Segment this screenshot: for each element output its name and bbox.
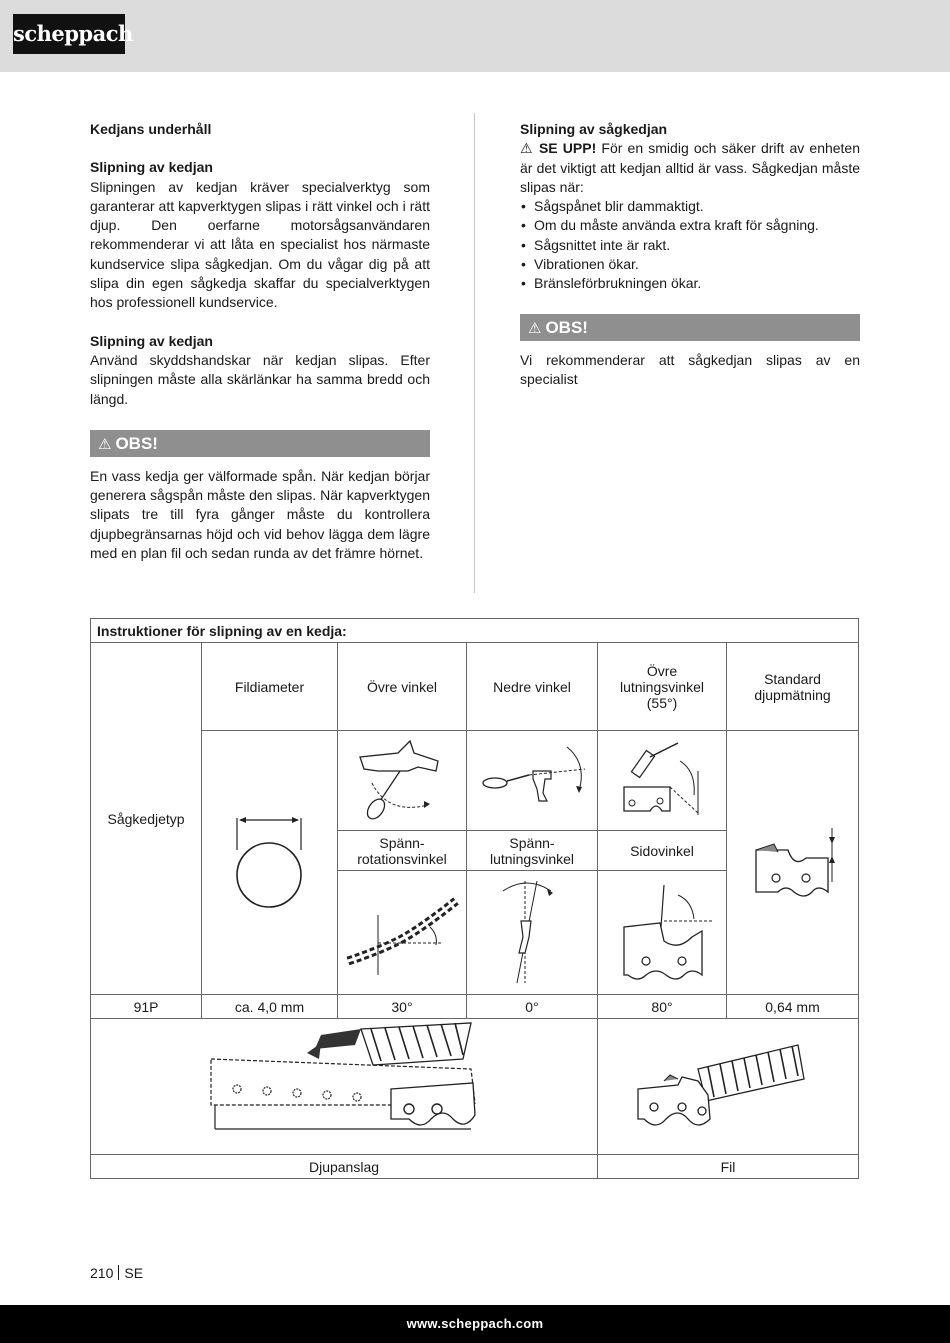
file-chain-illustration xyxy=(598,1019,859,1155)
value-side-angle: 80° xyxy=(598,995,727,1019)
caption-depth-gauge: Djupanslag xyxy=(91,1155,598,1179)
table-title: Instruktioner för slipning av en kedja: xyxy=(91,619,859,643)
list-item: • Bränsleförbrukningen ökar. xyxy=(520,274,860,293)
warning-paragraph: ⚠ SE UPP! För en smidig och säker drift av enheten är det viktigt att kedjan alltid är vass. Sågkedjan måste slipas när: xyxy=(520,140,861,195)
list-item: • Sågsnittet inte är rakt. xyxy=(520,236,860,255)
header-upper-tilt-angle: Övre lutningsvinkel (55°) xyxy=(598,643,727,731)
header-bar xyxy=(0,0,950,72)
value-lower-angle: 0° xyxy=(466,995,597,1019)
sharpening-table xyxy=(90,618,859,1179)
paragraph: Använd skyddshandskar när kedjan slipas. Efter slipningen måste alla skärlänkar ha samma bredd och längd. xyxy=(90,351,430,407)
paragraph: Vi rekommenderar att sågkedjan slipas av en specialist xyxy=(520,351,860,387)
paragraph: En vass kedja ger välformade spån. När kedjan börjar generera sågspån måste den slipas. När kapverktygen slipats tre till fyra gånger måste du kontrollera djupbegränsarnas höjd och vid behov lägga dem lägre med en plan fil och sedan runda av det främre hörnet. xyxy=(90,467,430,562)
list-item: • Vibrationen ökar. xyxy=(520,255,860,274)
header-lower-angle: Nedre vinkel xyxy=(466,643,597,731)
warning-triangle-icon: ⚠ xyxy=(520,140,534,157)
file-diameter-illustration xyxy=(202,731,338,995)
column-divider xyxy=(474,113,475,593)
bullet-list xyxy=(520,197,860,293)
sub-clamp-rotation-angle: Spänn- rotationsvinkel xyxy=(337,831,466,871)
page-number: 210 SE xyxy=(90,1265,144,1281)
value-depth: 0,64 mm xyxy=(727,995,859,1019)
lower-angle-illustration xyxy=(466,731,597,831)
header-upper-angle: Övre vinkel xyxy=(337,643,466,731)
right-column xyxy=(520,120,860,389)
value-file-diameter: ca. 4,0 mm xyxy=(202,995,338,1019)
depth-gauge-illustration xyxy=(727,731,859,995)
clamp-rotation-illustration xyxy=(337,871,466,995)
section-heading: Slipning av sågkedjan xyxy=(520,121,668,137)
section-heading: Kedjans underhåll xyxy=(90,121,212,137)
sub-side-angle: Sidovinkel xyxy=(598,831,727,871)
clamp-tilt-illustration xyxy=(466,871,597,995)
sub-clamp-tilt-angle: Spänn- lutningsvinkel xyxy=(466,831,597,871)
left-column xyxy=(90,120,430,563)
obs-banner: ⚠ OBS! xyxy=(90,430,430,457)
depth-gauge-chain-illustration xyxy=(91,1019,598,1155)
footer-bar xyxy=(0,1305,950,1343)
list-item: • Sågspånet blir dammaktigt. xyxy=(520,197,860,216)
website-link[interactable]: www.scheppach.com xyxy=(406,1316,544,1331)
warning-triangle-icon: ⚠ xyxy=(98,435,112,453)
subsection-title: Slipning av kedjan xyxy=(90,332,213,349)
value-upper-angle: 30° xyxy=(337,995,466,1019)
brand-logo: scheppach xyxy=(13,14,125,54)
value-type: 91P xyxy=(91,995,202,1019)
warning-triangle-icon: ⚠ xyxy=(528,319,542,337)
upper-tilt-angle-illustration xyxy=(598,731,727,831)
upper-angle-illustration xyxy=(337,731,466,831)
row-label: Sågkedjetyp xyxy=(91,643,202,995)
caption-file: Fil xyxy=(598,1155,859,1179)
list-item: • Om du måste använda extra kraft för sågning. xyxy=(520,216,860,235)
obs-banner: ⚠ OBS! xyxy=(520,314,860,341)
subsection-title: Slipning av kedjan xyxy=(90,159,213,176)
header-standard-depth: Standard djupmätning xyxy=(727,643,859,731)
paragraph: Slipningen av kedjan kräver specialverktyg som garanterar att kapverktygen slipas i rätt vinkel och i rätt djup. Den oerfarne motorsågsanvändaren rekommenderar vi att låta en specialist hos närmaste kundservice slipa sågkedjan. Om du vågar dig på att slipa din egen sågkedja skaffar du specialverktygen hos professionell kundservice. xyxy=(90,178,430,311)
header-file-diameter: Fildiameter xyxy=(202,643,338,731)
side-angle-illustration xyxy=(598,871,727,995)
